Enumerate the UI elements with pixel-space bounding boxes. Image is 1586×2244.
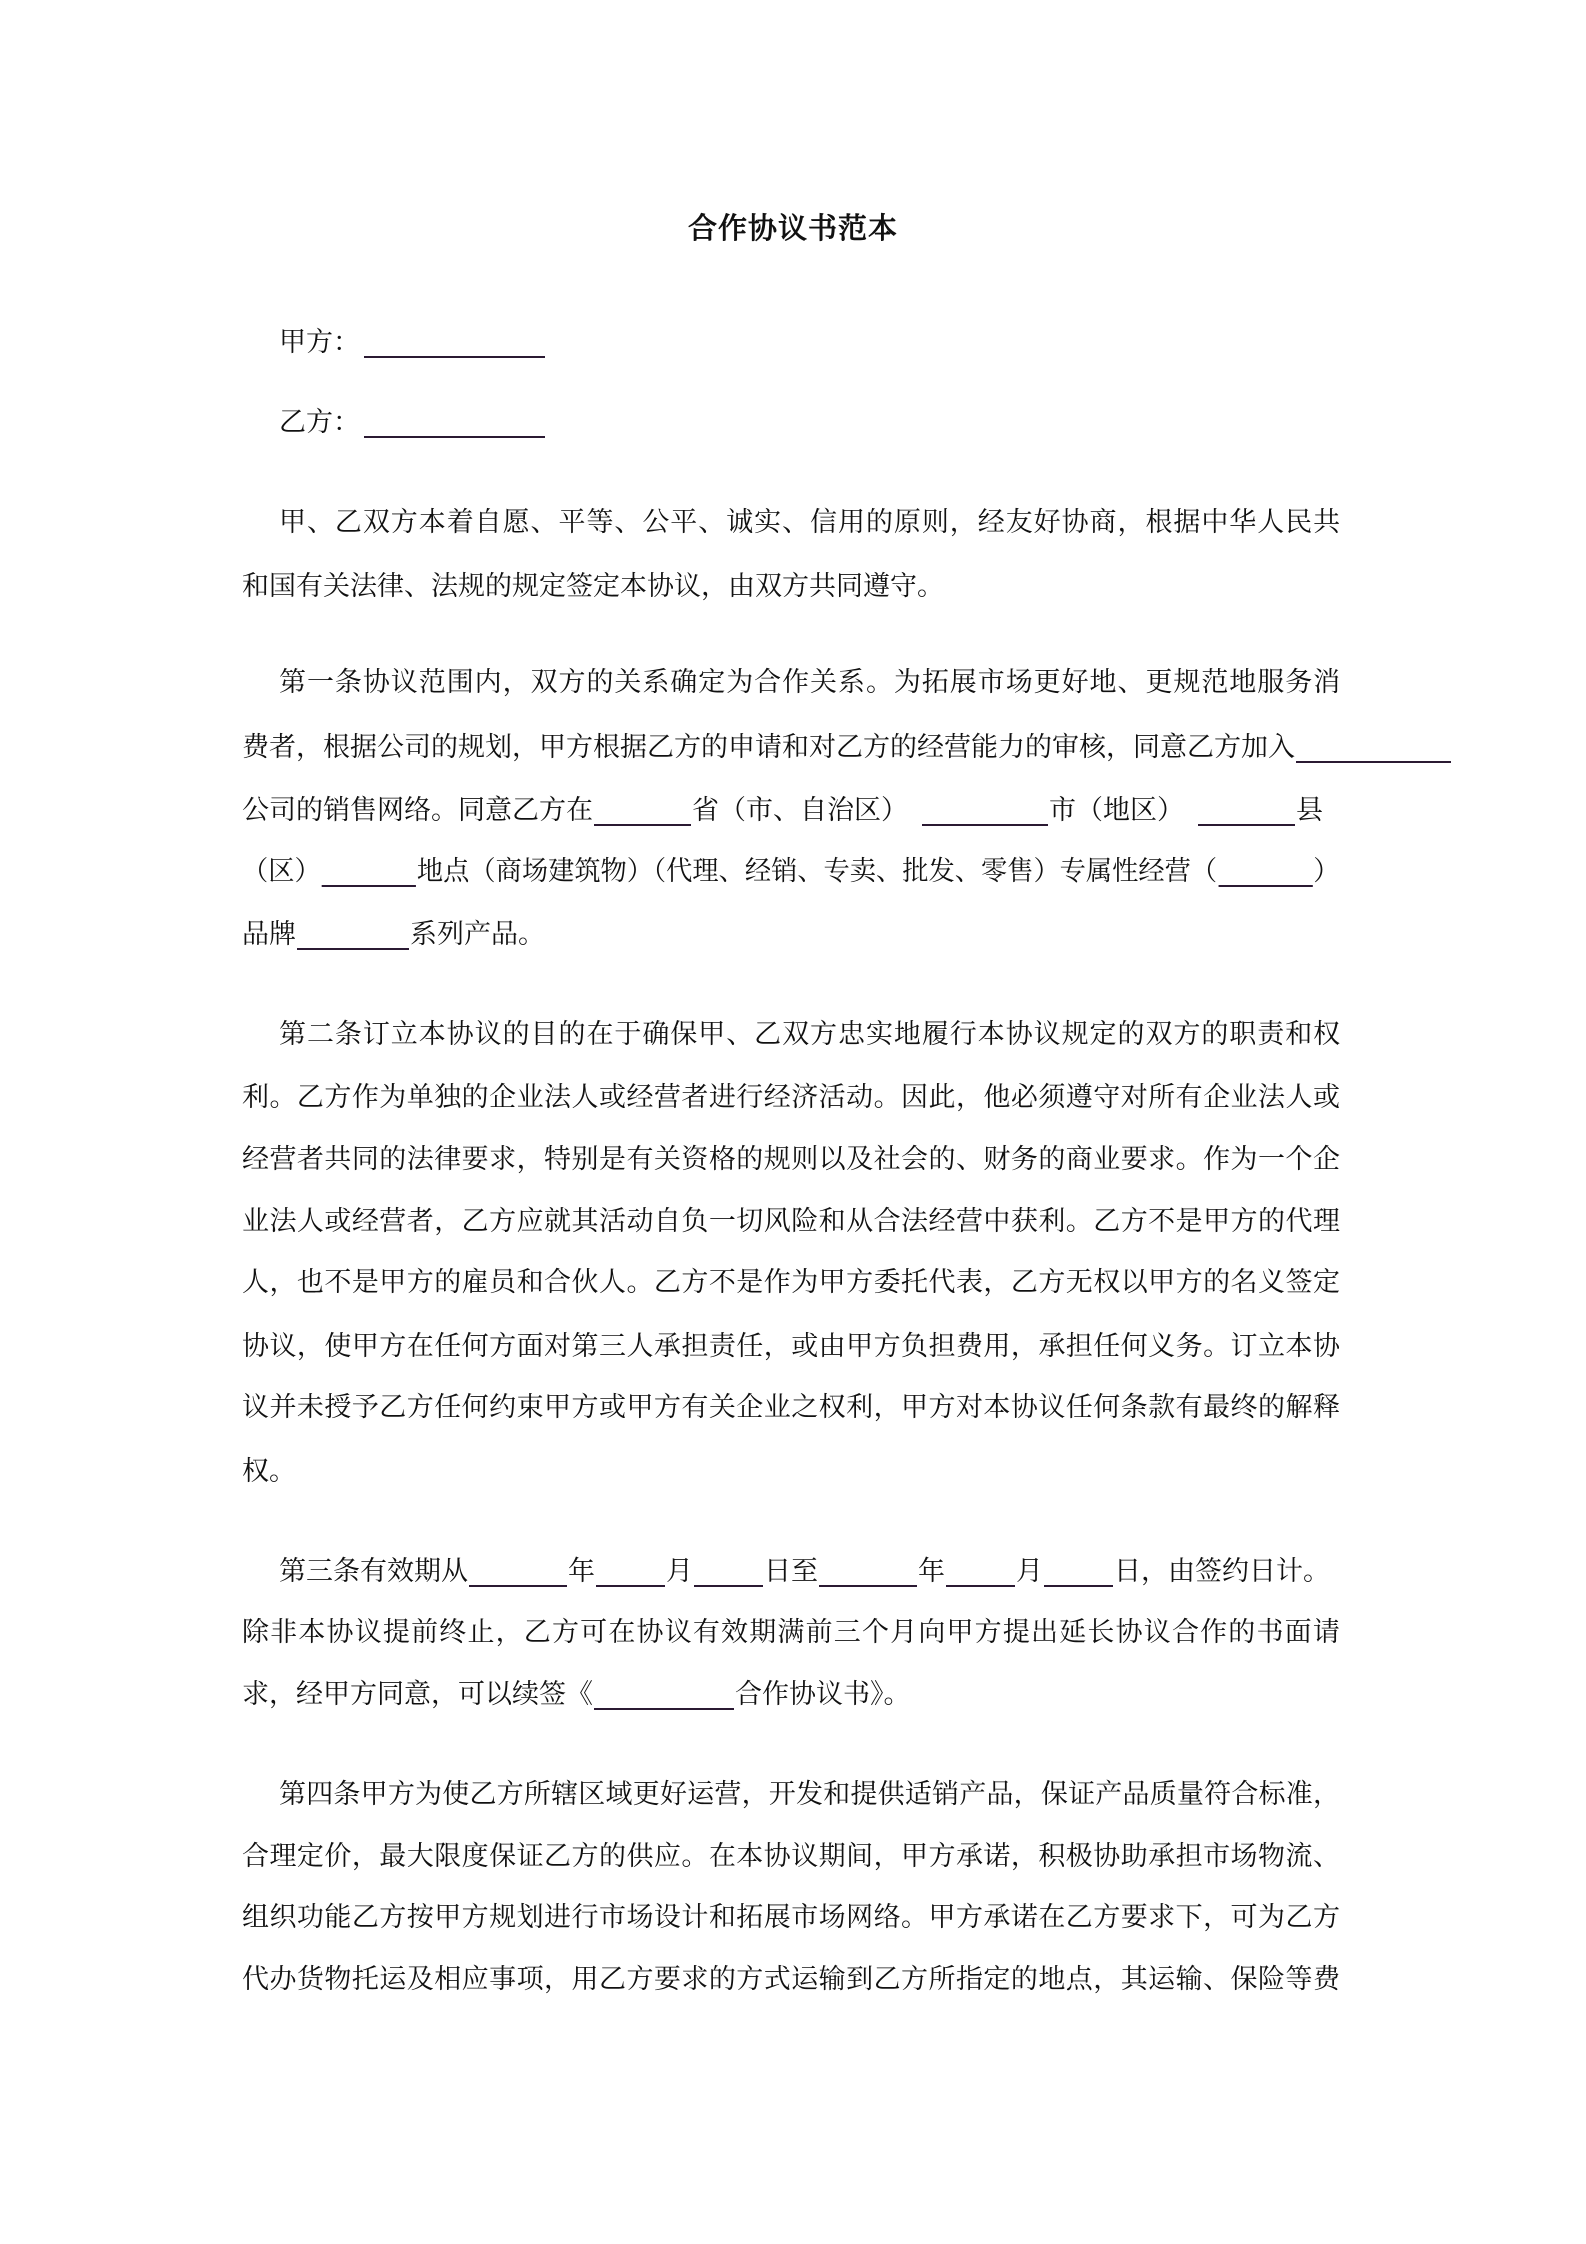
start-month-blank[interactable] [596,1555,665,1587]
article1-line: 第一条协议范围内，双方的关系确定为合作关系。为拓展市场更好地、更规范地服务消 [279,667,1342,698]
article3-line [279,1552,1330,1592]
article2-line: 第二条订立本协议的目的在于确保甲、乙双方忠实地履行本协议规定的双方的职责和权 [279,1019,1342,1050]
article2-line: 议并未授予乙方任何约束甲方或甲方有关企业之权利，甲方对本协议任何条款有最终的解释 [242,1392,1341,1423]
article1-text: 省（市、自治区） [692,795,908,826]
article3-text: 月 [666,1556,693,1587]
business-type-blank[interactable] [1218,855,1312,887]
article4-line: 组织功能乙方按甲方规划进行市场设计和拓展市场网络。甲方承诺在乙方要求下，可为乙方 [242,1902,1341,1933]
county-blank[interactable] [1198,794,1295,826]
start-day-blank[interactable] [694,1555,763,1587]
article2-line: 经营者共同的法律要求，特别是有关资格的规则以及社会的、财务的商业要求。作为一个企 [242,1144,1341,1175]
article3-text: 求，经甲方同意，可以续签《 [242,1679,593,1710]
article1-text: 县 [1296,795,1323,826]
party-a-label: 甲方： [279,327,360,358]
end-year-blank[interactable] [819,1555,917,1587]
company-blank[interactable] [1296,731,1451,763]
article1-text: 费者，根据公司的规划，甲方根据乙方的申请和对乙方的经营能力的审核，同意乙方加入 [242,732,1295,763]
start-year-blank[interactable] [469,1555,567,1587]
preamble-line: 甲、乙双方本着自愿、平等、公平、诚实、信用的原则，经友好协商，根据中华人民共 [279,507,1342,538]
article1-text: （区） [242,856,321,887]
article4-line: 第四条甲方为使乙方所辖区域更好运营，开发和提供适销产品，保证产品质量符合标准， [279,1779,1341,1810]
article3-text: 第三条有效期从 [279,1556,468,1587]
article1-line [242,852,1340,892]
party-a-field [279,323,546,363]
article3-line [242,1675,911,1715]
article3-text: 月 [1016,1556,1043,1587]
preamble-line: 和国有关法律、法规的规定签定本协议，由双方共同遵守。 [242,571,944,602]
article1-line [242,915,545,955]
article3-text: 年 [568,1556,595,1587]
location-blank[interactable] [322,855,416,887]
party-b-field [279,403,546,443]
party-b-blank[interactable] [364,406,545,438]
article3-text: 年 [918,1556,945,1587]
article1-text: 地点（商场建筑物）（代理、经销、专卖、批发、零售）专属性经营（ [416,856,1218,887]
article2-line: 利。乙方作为单独的企业法人或经营者进行经济活动。因此，他必须遵守对所有企业法人或 [242,1082,1341,1113]
city-blank[interactable] [922,794,1048,826]
party-a-blank[interactable] [364,326,545,358]
province-blank[interactable] [594,794,691,826]
article1-text: 市（地区） [1049,795,1184,826]
article2-line: 权。 [242,1456,296,1487]
party-b-label: 乙方： [279,407,360,438]
article1-text: 公司的销售网络。同意乙方在 [242,795,593,826]
article4-line: 合理定价，最大限度保证乙方的供应。在本协议期间，甲方承诺，积极协助承担市场物流、 [242,1841,1341,1872]
document-title: 合作协议书范本 [687,211,898,245]
article1-text: 系列产品。 [410,919,545,950]
article3-line: 除非本协议提前终止，乙方可在协议有效期满前三个月向甲方提出延长协议合作的书面请 [242,1617,1342,1648]
article2-line: 协议，使甲方在任何方面对第三人承担责任，或由甲方负担费用，承担任何义务。订立本协 [242,1331,1341,1362]
article2-line: 业法人或经营者，乙方应就其活动自负一切风险和从合法经营中获利。乙方不是甲方的代理 [242,1206,1341,1237]
brand-blank[interactable] [297,918,409,950]
article3-text: 合作协议书》。 [735,1679,911,1710]
article4-line: 代办货物托运及相应事项，用乙方要求的方式运输到乙方所指定的地点，其运输、保险等费 [242,1964,1341,1995]
article3-text: 日，由签约日计。 [1114,1556,1330,1587]
article3-text: 日至 [764,1556,818,1587]
article2-line: 人，也不是甲方的雇员和合伙人。乙方不是作为甲方委托代表，乙方无权以甲方的名义签定 [242,1267,1341,1298]
end-day-blank[interactable] [1044,1555,1113,1587]
renewal-agreement-blank[interactable] [594,1678,734,1710]
article1-line [242,791,1323,831]
article1-text: 品牌 [242,919,296,950]
article1-line [242,728,1452,768]
article1-text: ） [1313,856,1340,887]
end-month-blank[interactable] [946,1555,1015,1587]
